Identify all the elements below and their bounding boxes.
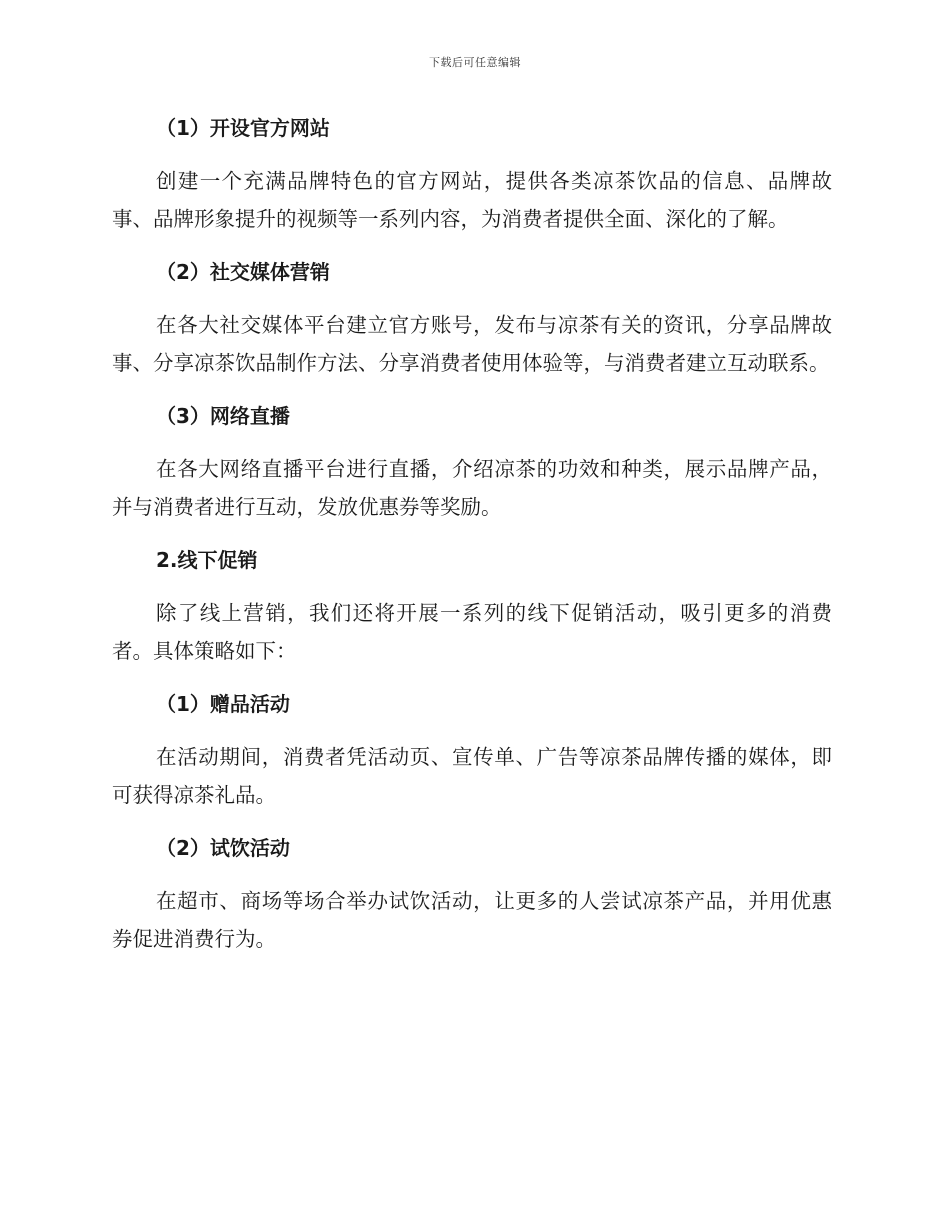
paragraph-tasting-activity: 在超市、商场等场合举办试饮活动，让更多的人尝试凉茶产品，并用优惠券促进消费行为。: [112, 889, 832, 951]
heading-live-stream: （3）网络直播: [156, 404, 290, 428]
page-header-note: 下载后可任意编辑: [429, 56, 521, 69]
heading-social-media: （2）社交媒体营销: [156, 260, 330, 284]
heading-offline-promotion: 2.线下促销: [156, 548, 258, 572]
heading-official-website: （1）开设官方网站: [156, 116, 330, 140]
document-body: [112, 110, 832, 974]
heading-gift-activity: （1）赠品活动: [156, 692, 290, 716]
paragraph-gift-activity: 在活动期间，消费者凭活动页、宣传单、广告等凉茶品牌传播的媒体，即可获得凉茶礼品。: [112, 745, 832, 807]
heading-tasting-activity: （2）试饮活动: [156, 836, 290, 860]
paragraph-official-website: 创建一个充满品牌特色的官方网站，提供各类凉茶饮品的信息、品牌故事、品牌形象提升的视频等一系列内容，为消费者提供全面、深化的了解。: [112, 169, 832, 231]
paragraph-live-stream: 在各大网络直播平台进行直播，介绍凉茶的功效和种类，展示品牌产品，并与消费者进行互动，发放优惠券等奖励。: [112, 457, 832, 519]
paragraph-offline-promotion: 除了线上营销，我们还将开展一系列的线下促销活动，吸引更多的消费者。具体策略如下：: [112, 601, 832, 663]
paragraph-social-media: 在各大社交媒体平台建立官方账号，发布与凉茶有关的资讯，分享品牌故事、分享凉茶饮品制作方法、分享消费者使用体验等，与消费者建立互动联系。: [112, 313, 832, 375]
